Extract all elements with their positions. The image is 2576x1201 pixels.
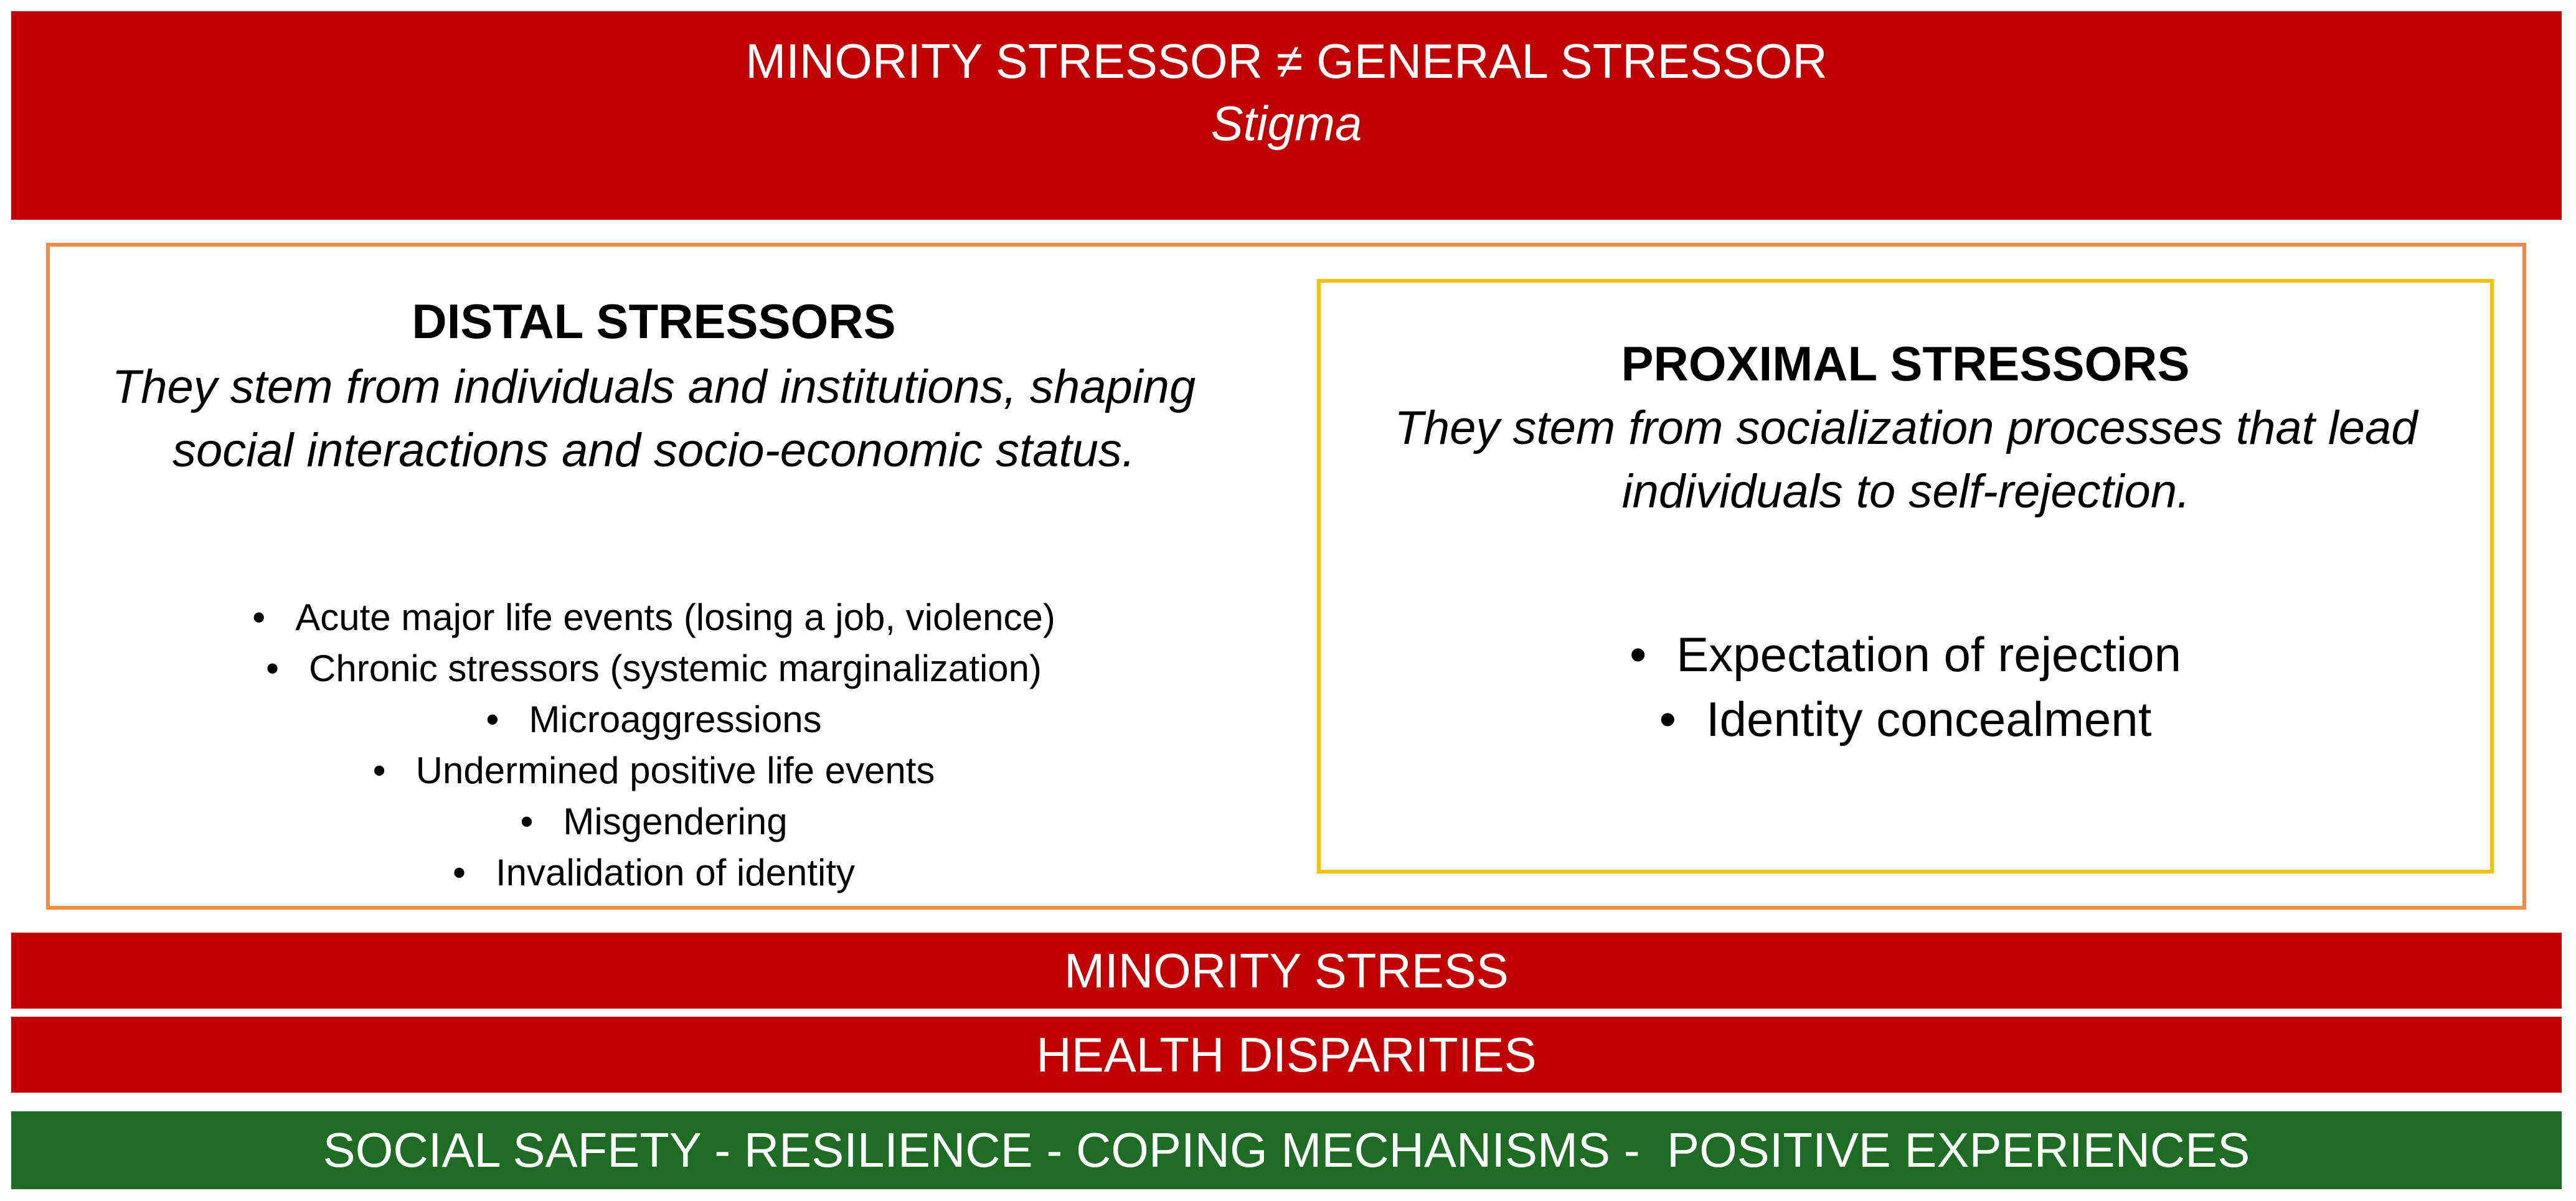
list-item bbox=[50, 643, 1258, 694]
proximal-description: They stem from socialization processes that lead individuals to self-rejection. bbox=[1394, 402, 2418, 518]
proximal-heading: PROXIMAL STRESSORS bbox=[1621, 336, 2190, 391]
bullet-icon: • bbox=[266, 648, 280, 689]
list-item bbox=[1321, 687, 2490, 751]
distal-list bbox=[50, 592, 1258, 898]
stressors-container bbox=[46, 243, 2526, 910]
stigma-subtitle: Stigma bbox=[1210, 96, 1362, 151]
health-disparities-label: HEALTH DISPARITIES bbox=[1036, 1027, 1537, 1082]
distal-heading: DISTAL STRESSORS bbox=[412, 294, 896, 349]
protective-factors-band bbox=[11, 1111, 2562, 1189]
protective-factors-label: SOCIAL SAFETY - RESILIENCE - COPING MECHANISMS - POSITIVE EXPERIENCES bbox=[323, 1123, 2250, 1177]
minority-stressor-band bbox=[11, 11, 2562, 220]
bullet-icon: • bbox=[520, 801, 534, 842]
distal-stressors-panel bbox=[50, 247, 1258, 906]
list-item-text: Microaggressions bbox=[529, 699, 822, 740]
bullet-icon: • bbox=[372, 750, 386, 791]
list-item-text: Misgendering bbox=[563, 801, 788, 842]
bullet-icon: • bbox=[486, 699, 499, 740]
list-item-text: Acute major life events (losing a job, violence) bbox=[295, 596, 1055, 638]
list-item-text: Identity concealment bbox=[1706, 692, 2152, 747]
minority-stress-band bbox=[11, 933, 2562, 1009]
list-item-text: Chronic stressors (systemic marginalization) bbox=[309, 648, 1042, 689]
list-item-text: Invalidation of identity bbox=[495, 852, 856, 893]
list-item bbox=[50, 847, 1258, 898]
list-item bbox=[50, 745, 1258, 796]
proximal-list bbox=[1321, 622, 2490, 751]
distal-description: They stem from individuals and institutions, shaping social interactions and socio-economic status. bbox=[111, 360, 1196, 477]
bullet-icon: • bbox=[452, 852, 466, 893]
bullet-icon: • bbox=[1659, 692, 1676, 747]
list-item-text: Undermined positive life events bbox=[415, 750, 935, 791]
minority-stress-label: MINORITY STRESS bbox=[1064, 943, 1509, 998]
minority-stressor-title: MINORITY STRESSOR ≠ GENERAL STRESSOR bbox=[745, 34, 1828, 88]
list-item bbox=[50, 694, 1258, 745]
list-item bbox=[1321, 622, 2490, 687]
list-item bbox=[50, 796, 1258, 847]
bullet-icon: • bbox=[1629, 627, 1647, 682]
bullet-icon: • bbox=[252, 596, 266, 638]
proximal-stressors-panel bbox=[1317, 279, 2494, 874]
list-item bbox=[50, 592, 1258, 643]
health-disparities-band bbox=[11, 1017, 2562, 1093]
list-item-text: Expectation of rejection bbox=[1676, 627, 2182, 682]
